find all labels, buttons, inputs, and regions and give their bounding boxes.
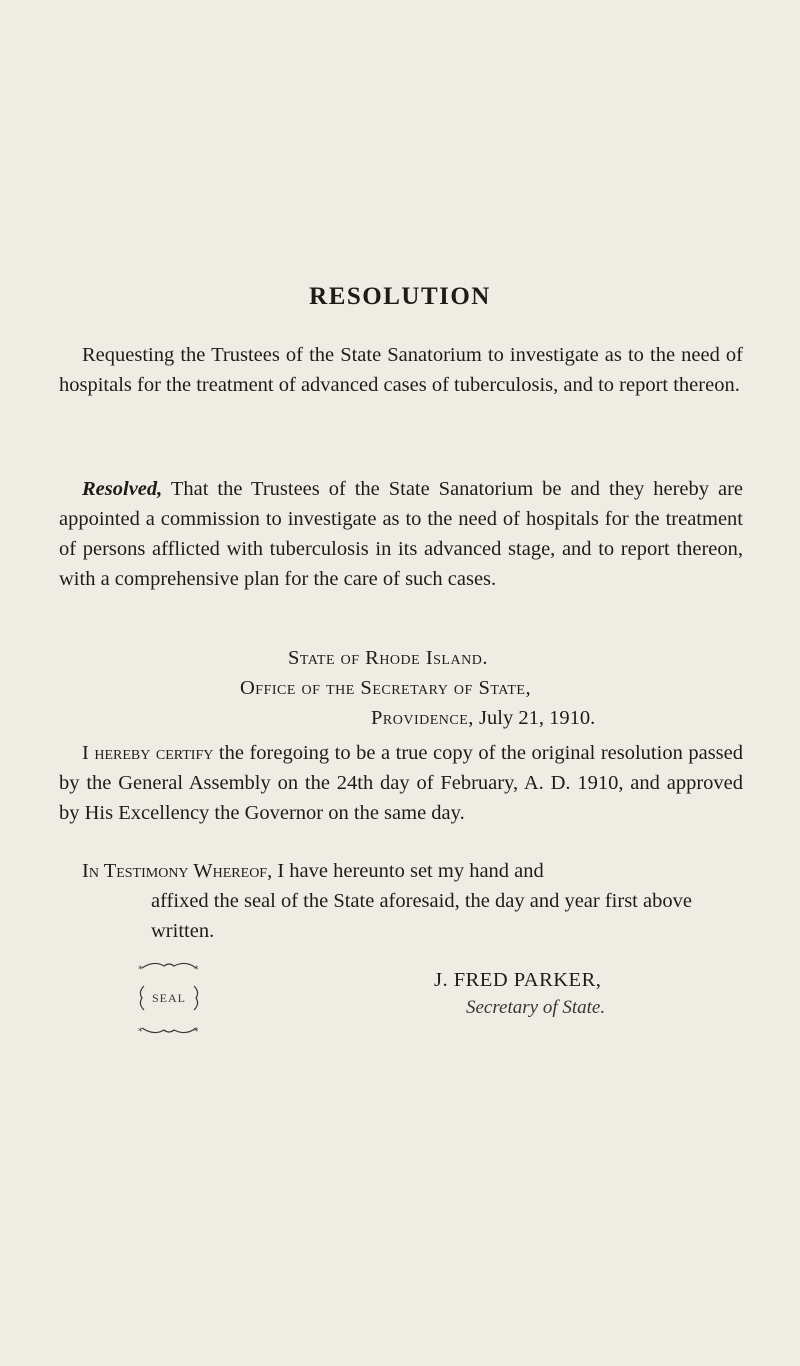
- seal-label: SEAL: [152, 991, 186, 1005]
- svg-text:*: *: [194, 965, 199, 975]
- resolved-label: Resolved,: [82, 478, 163, 500]
- testimony-label: In Testimony Whereof,: [82, 860, 273, 882]
- certify-text: the foregoing to be a true copy of the original resolution passed by the General Assembly on the 24th day of February, A. D. 1910, and approved by His Excellency the Governor on the same day.: [59, 742, 743, 824]
- svg-text:*: *: [138, 965, 143, 975]
- certification-paragraph: [59, 738, 743, 828]
- signatory-title: Secretary of State.: [466, 997, 606, 1018]
- testimony-text-2: affixed the seal of the State aforesaid, the day and year first above written.: [151, 890, 692, 942]
- resolved-paragraph: [59, 474, 743, 594]
- testimony-line-1: [59, 856, 743, 886]
- svg-text:*: *: [194, 1027, 199, 1037]
- office-heading: Office of the Secretary of State,: [240, 677, 532, 699]
- preamble-paragraph: Requesting the Trustees of the State Sanatorium to investigate as to the need of hospitals for the treatment of advanced cases of tuberculosis, and to report thereon.: [59, 344, 743, 396]
- signature-name: J. FRED PARKER,: [434, 969, 602, 991]
- resolved-text: That the Trustees of the State Sanatorium be and they hereby are appointed a commission to investigate as to the need of hospitals for the treatment of persons afflicted with tuberculosis in its advanced stage, and to report thereon, with a comprehensive plan for the care of such cases.: [59, 478, 743, 590]
- page-title: RESOLUTION: [309, 283, 491, 310]
- testimony-text-1: I have hereunto set my hand and: [272, 860, 544, 882]
- testimony-paragraph: [59, 856, 743, 946]
- certify-label: I hereby certify: [82, 742, 214, 764]
- state-heading: State of Rhode Island.: [288, 647, 488, 669]
- place-date-line: [371, 707, 595, 730]
- date: July 21, 1910.: [473, 707, 596, 729]
- svg-text:*: *: [138, 1027, 143, 1037]
- place: Providence,: [371, 707, 474, 729]
